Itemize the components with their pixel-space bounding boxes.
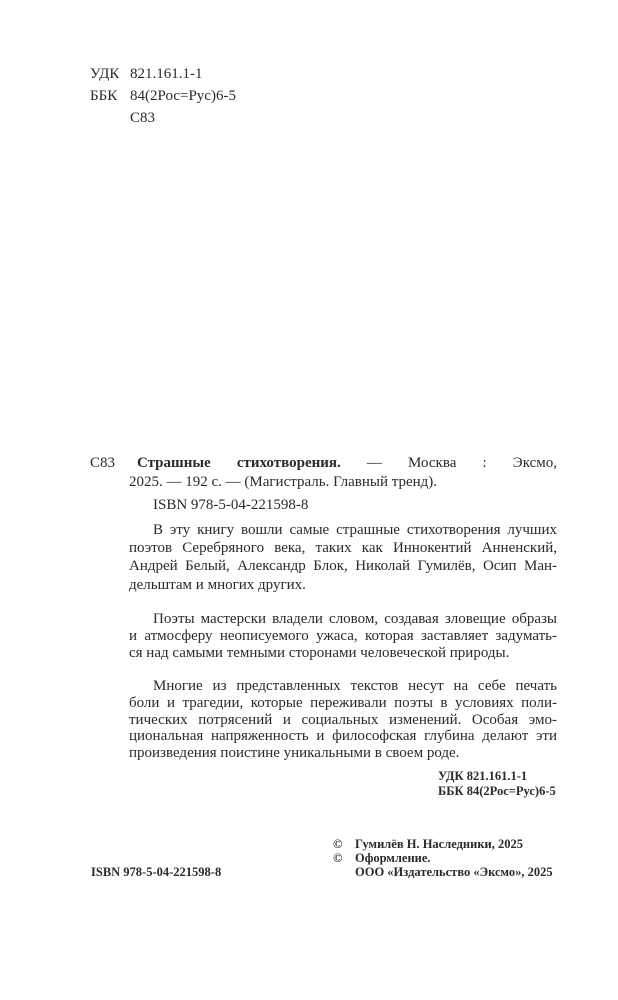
annotation-line: ся над самыми темными сторонами человеческой природы. xyxy=(129,645,510,661)
record-isbn: ISBN 978-5-04-221598-8 xyxy=(153,497,309,513)
annotation-line: и атмосферу неописуемого ужаса, которая заставляет задумать- xyxy=(129,628,557,644)
udk-value: 821.161.1-1 xyxy=(130,66,203,82)
annotation-line: боли и трагедии, которые переживали поэты в условиях поли- xyxy=(129,695,557,711)
annotation-line: Андрей Белый, Александр Блок, Николай Гумилёв, Осип Ман- xyxy=(129,558,557,574)
copyright-line: Гумилёв Н. Наследники, 2025 xyxy=(355,837,523,851)
bbk-value: 84(2Рос=Рус)6-5 xyxy=(130,88,236,104)
record-series-line: 2025. — 192 с. — (Магистраль. Главный тренд). xyxy=(129,474,438,490)
record-title-line xyxy=(137,455,557,472)
annotation-line: Поэты мастерски владели словом, создавая зловещие образы xyxy=(153,611,557,627)
record-imprint: — Москва : Эксмо, xyxy=(366,455,558,471)
annotation-line: Многие из представленных текстов несут на себе печать xyxy=(153,678,557,694)
bottom-bbk: ББК 84(2Рос=Рус)6-5 xyxy=(438,784,556,798)
udk-label: УДК xyxy=(90,66,120,82)
annotation-line: поэтов Серебряного века, таких как Иннокентий Анненский, xyxy=(129,540,557,556)
publisher-line: ООО «Издательство «Эксмо», 2025 xyxy=(355,865,553,879)
record-author-sign: С83 xyxy=(90,455,116,471)
annotation-line: циональная напряженность и философская глубина делают эти xyxy=(129,728,557,744)
bottom-isbn: ISBN 978-5-04-221598-8 xyxy=(91,865,222,879)
copyright-line: Оформление. xyxy=(355,851,431,865)
author-sign: С83 xyxy=(130,110,156,126)
annotation-line: В эту книгу вошли самые страшные стихотворения лучших xyxy=(153,522,557,538)
copyright-icon: © xyxy=(333,851,343,865)
copyright-icon: © xyxy=(333,837,343,851)
bbk-label: ББК xyxy=(90,88,118,104)
annotation-line: дельштам и многих других. xyxy=(129,577,306,593)
annotation-line: тических потрясений и социальных изменений. Особая эмо- xyxy=(129,712,557,728)
annotation-line: произведения поистине уникальными в своем роде. xyxy=(129,745,460,761)
book-title: Страшные стихотворения. xyxy=(137,455,341,471)
bottom-udk: УДК 821.161.1-1 xyxy=(438,769,528,783)
